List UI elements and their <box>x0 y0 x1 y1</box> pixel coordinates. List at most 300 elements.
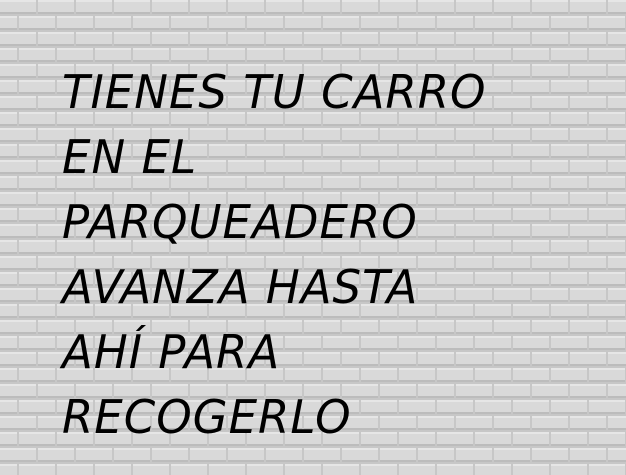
brick <box>0 400 17 414</box>
brick-shadow <box>456 12 492 14</box>
brick-highlight <box>551 16 587 18</box>
brick-shadow <box>0 140 36 142</box>
brick-highlight <box>0 80 17 82</box>
brick-shadow <box>19 188 55 190</box>
brick-shadow <box>323 28 359 30</box>
brick-shadow <box>171 28 207 30</box>
brick-highlight <box>608 128 626 130</box>
brick <box>38 32 74 46</box>
brick-highlight <box>0 192 36 194</box>
brick-shadow <box>456 460 492 462</box>
brick-shadow <box>0 316 17 318</box>
brick-shadow <box>38 460 74 462</box>
brick-shadow <box>38 12 74 14</box>
brick <box>38 0 74 14</box>
brick-highlight <box>247 16 283 18</box>
brick-shadow <box>608 236 626 238</box>
message-line-4: AVANZA HASTA <box>62 260 419 314</box>
brick <box>0 256 36 270</box>
brick-shadow <box>133 28 169 30</box>
brick-shadow <box>190 44 226 46</box>
brick-highlight <box>0 224 36 226</box>
brick-highlight <box>608 96 626 98</box>
brick <box>0 304 17 318</box>
brick-shadow <box>608 172 626 174</box>
brick-shadow <box>76 44 112 46</box>
brick-highlight <box>323 464 359 466</box>
brick-shadow <box>608 460 626 462</box>
brick-highlight <box>114 32 150 34</box>
brick-shadow <box>456 44 492 46</box>
brick-highlight <box>475 464 511 466</box>
brick-shadow <box>19 156 55 158</box>
brick-highlight <box>608 224 626 226</box>
brick-highlight <box>247 48 283 50</box>
brick <box>608 128 626 142</box>
brick-shadow <box>19 124 55 126</box>
brick-highlight <box>190 0 226 2</box>
brick-highlight <box>19 336 55 338</box>
brick <box>304 32 340 46</box>
brick <box>323 16 359 30</box>
brick-shadow <box>0 124 17 126</box>
brick <box>494 32 530 46</box>
brick-shadow <box>494 460 530 462</box>
brick <box>38 448 74 462</box>
brick-highlight <box>57 16 93 18</box>
brick <box>0 352 36 366</box>
brick-highlight <box>608 448 626 450</box>
brick-highlight <box>266 32 302 34</box>
brick <box>0 240 17 254</box>
brick-shadow <box>19 380 55 382</box>
brick <box>228 32 264 46</box>
brick <box>608 288 626 302</box>
brick-shadow <box>19 316 55 318</box>
brick <box>0 160 36 174</box>
brick-shadow <box>532 44 568 46</box>
brick-shadow <box>608 396 626 398</box>
brick <box>0 128 36 142</box>
brick <box>0 192 36 206</box>
brick-shadow <box>551 28 587 30</box>
brick <box>152 448 188 462</box>
brick <box>0 432 17 446</box>
brick-shadow <box>0 284 17 286</box>
brick-highlight <box>608 320 626 322</box>
brick <box>608 320 626 334</box>
brick-shadow <box>114 44 150 46</box>
brick <box>76 32 112 46</box>
brick <box>133 16 169 30</box>
brick <box>19 432 55 446</box>
brick-highlight <box>0 144 17 146</box>
brick <box>532 32 568 46</box>
brick-highlight <box>19 304 55 306</box>
brick <box>0 96 36 110</box>
brick-highlight <box>323 16 359 18</box>
brick-shadow <box>190 12 226 14</box>
brick-shadow <box>608 12 626 14</box>
brick-highlight <box>95 48 131 50</box>
brick-shadow <box>0 28 17 30</box>
brick-shadow <box>342 12 378 14</box>
brick-shadow <box>608 76 626 78</box>
brick <box>342 32 378 46</box>
brick-shadow <box>380 460 416 462</box>
brick-shadow <box>380 12 416 14</box>
brick-shadow <box>418 44 454 46</box>
brick-highlight <box>0 128 36 130</box>
brick <box>380 448 416 462</box>
message-text <box>62 60 602 450</box>
brick-highlight <box>475 16 511 18</box>
brick <box>456 448 492 462</box>
brick-highlight <box>19 80 55 82</box>
brick-shadow <box>0 92 17 94</box>
brick-highlight <box>513 16 549 18</box>
brick-highlight <box>0 240 17 242</box>
brick <box>0 80 17 94</box>
brick <box>380 32 416 46</box>
brick <box>0 176 17 190</box>
brick-shadow <box>247 28 283 30</box>
brick-highlight <box>0 208 17 210</box>
brick-shadow <box>399 28 435 30</box>
brick-shadow <box>285 28 321 30</box>
message-line-5: AHÍ PARA <box>62 325 281 379</box>
brick-shadow <box>0 76 36 78</box>
brick-highlight <box>171 16 207 18</box>
brick-shadow <box>0 412 17 414</box>
brick <box>0 16 17 30</box>
brick-highlight <box>532 32 568 34</box>
brick-shadow <box>304 460 340 462</box>
brick-highlight <box>456 32 492 34</box>
brick-highlight <box>114 0 150 2</box>
brick <box>513 16 549 30</box>
brick-highlight <box>57 48 93 50</box>
brick <box>608 64 626 78</box>
brick-highlight <box>608 256 626 258</box>
brick-highlight <box>551 464 587 466</box>
brick <box>0 0 36 14</box>
brick-highlight <box>304 0 340 2</box>
brick-shadow <box>418 460 454 462</box>
brick <box>285 16 321 30</box>
brick-highlight <box>228 0 264 2</box>
brick-highlight <box>418 0 454 2</box>
brick <box>0 384 36 398</box>
brick <box>494 448 530 462</box>
brick-shadow <box>608 364 626 366</box>
brick <box>114 0 150 14</box>
brick <box>0 416 36 430</box>
brick-highlight <box>437 48 473 50</box>
brick-highlight <box>0 112 17 114</box>
brick-highlight <box>0 288 36 290</box>
brick-highlight <box>380 0 416 2</box>
brick-shadow <box>152 12 188 14</box>
brick-shadow <box>19 348 55 350</box>
brick-shadow <box>608 140 626 142</box>
brick <box>494 0 530 14</box>
brick-highlight <box>228 32 264 34</box>
brick-shadow <box>0 108 36 110</box>
brick-shadow <box>0 332 36 334</box>
brick-highlight <box>361 464 397 466</box>
brick-highlight <box>399 48 435 50</box>
brick-highlight <box>361 16 397 18</box>
brick-highlight <box>608 32 626 34</box>
brick-highlight <box>285 16 321 18</box>
brick-highlight <box>608 416 626 418</box>
brick <box>266 448 302 462</box>
brick <box>456 0 492 14</box>
brick-highlight <box>171 464 207 466</box>
brick <box>0 208 17 222</box>
brick <box>228 0 264 14</box>
brick-highlight <box>19 272 55 274</box>
brick-shadow <box>570 460 606 462</box>
brick-highlight <box>608 352 626 354</box>
brick-shadow <box>0 348 17 350</box>
brick-highlight <box>190 32 226 34</box>
brick <box>266 0 302 14</box>
brick <box>0 288 36 302</box>
brick-highlight <box>19 176 55 178</box>
brick <box>532 0 568 14</box>
brick <box>475 16 511 30</box>
brick-highlight <box>209 48 245 50</box>
brick <box>608 448 626 462</box>
brick-shadow <box>228 44 264 46</box>
brick <box>418 32 454 46</box>
brick-shadow <box>0 204 36 206</box>
brick <box>608 96 626 110</box>
brick-shadow <box>0 172 36 174</box>
brick-shadow <box>228 460 264 462</box>
brick <box>608 32 626 46</box>
brick-shadow <box>0 156 17 158</box>
brick-shadow <box>608 300 626 302</box>
brick <box>608 192 626 206</box>
brick-shadow <box>342 44 378 46</box>
brick-highlight <box>608 0 626 2</box>
brick-shadow <box>608 332 626 334</box>
brick-highlight <box>0 176 17 178</box>
brick-shadow <box>608 108 626 110</box>
brick <box>589 16 625 30</box>
brick-highlight <box>19 240 55 242</box>
brick-highlight <box>19 16 55 18</box>
brick <box>57 16 93 30</box>
brick-highlight <box>209 16 245 18</box>
brick-highlight <box>570 32 606 34</box>
brick-shadow <box>475 28 511 30</box>
brick-highlight <box>0 16 17 18</box>
brick <box>342 448 378 462</box>
brick-highlight <box>0 304 17 306</box>
brick <box>0 224 36 238</box>
brick-highlight <box>513 48 549 50</box>
brick-highlight <box>38 32 74 34</box>
brick-highlight <box>475 48 511 50</box>
brick-highlight <box>456 0 492 2</box>
brick <box>19 48 55 62</box>
brick <box>152 32 188 46</box>
brick <box>76 0 112 14</box>
brick-highlight <box>589 464 625 466</box>
brick-shadow <box>152 460 188 462</box>
brick-highlight <box>323 48 359 50</box>
message-line-2: EN EL <box>62 130 198 184</box>
brick <box>608 256 626 270</box>
brick-highlight <box>19 208 55 210</box>
brick <box>608 416 626 430</box>
brick-shadow <box>19 92 55 94</box>
brick <box>19 144 55 158</box>
brick-highlight <box>0 32 36 34</box>
brick <box>19 208 55 222</box>
brick-highlight <box>0 352 36 354</box>
brick-shadow <box>418 12 454 14</box>
brick-shadow <box>190 460 226 462</box>
brick <box>152 0 188 14</box>
brick-highlight <box>0 336 17 338</box>
brick-shadow <box>532 12 568 14</box>
brick <box>0 336 17 350</box>
brick-highlight <box>361 48 397 50</box>
brick <box>114 448 150 462</box>
brick-highlight <box>342 32 378 34</box>
brick <box>551 16 587 30</box>
brick-shadow <box>266 12 302 14</box>
brick <box>570 0 606 14</box>
brick <box>19 240 55 254</box>
brick-highlight <box>133 16 169 18</box>
brick-highlight <box>608 288 626 290</box>
brick-shadow <box>19 444 55 446</box>
brick-highlight <box>0 384 36 386</box>
brick <box>0 48 17 62</box>
brick-shadow <box>76 460 112 462</box>
brick-shadow <box>608 44 626 46</box>
brick-highlight <box>0 464 17 466</box>
brick-highlight <box>589 16 625 18</box>
brick-shadow <box>19 28 55 30</box>
message-line-6: RECOGERLO <box>62 390 352 444</box>
brick-shadow <box>589 28 625 30</box>
brick-shadow <box>0 444 17 446</box>
brick <box>190 448 226 462</box>
brick-highlight <box>0 320 36 322</box>
brick-highlight <box>570 0 606 2</box>
brick-highlight <box>608 384 626 386</box>
brick <box>19 16 55 30</box>
brick <box>266 32 302 46</box>
brick-highlight <box>399 16 435 18</box>
brick-highlight <box>437 464 473 466</box>
brick-shadow <box>114 460 150 462</box>
brick-shadow <box>342 460 378 462</box>
brick-shadow <box>0 460 36 462</box>
brick <box>608 160 626 174</box>
brick <box>0 320 36 334</box>
brick-shadow <box>0 300 36 302</box>
brick-shadow <box>361 28 397 30</box>
brick <box>0 448 36 462</box>
brick-shadow <box>437 28 473 30</box>
brick-highlight <box>38 0 74 2</box>
brick <box>570 32 606 46</box>
brick-highlight <box>285 464 321 466</box>
brick <box>19 368 55 382</box>
brick-shadow <box>38 44 74 46</box>
brick <box>304 0 340 14</box>
brick-highlight <box>171 48 207 50</box>
brick <box>399 16 435 30</box>
brick-shadow <box>95 28 131 30</box>
brick-highlight <box>0 272 17 274</box>
brick-highlight <box>0 160 36 162</box>
brick <box>19 400 55 414</box>
brick-shadow <box>266 44 302 46</box>
brick-shadow <box>570 12 606 14</box>
brick-highlight <box>532 0 568 2</box>
brick-highlight <box>133 48 169 50</box>
brick-highlight <box>152 32 188 34</box>
brick-highlight <box>76 0 112 2</box>
brick-highlight <box>494 32 530 34</box>
brick-highlight <box>0 96 36 98</box>
brick-shadow <box>304 44 340 46</box>
brick-shadow <box>0 252 17 254</box>
brick-shadow <box>0 220 17 222</box>
brick <box>0 368 17 382</box>
brick-shadow <box>19 252 55 254</box>
message-line-3: PARQUEADERO <box>62 195 418 249</box>
brick <box>608 384 626 398</box>
brick-highlight <box>0 448 36 450</box>
brick-highlight <box>380 32 416 34</box>
brick-highlight <box>19 464 55 466</box>
brick <box>19 80 55 94</box>
brick-highlight <box>0 432 17 434</box>
brick-highlight <box>608 64 626 66</box>
brick <box>19 336 55 350</box>
brick-shadow <box>19 284 55 286</box>
brick-shadow <box>0 364 36 366</box>
brick-shadow <box>0 188 17 190</box>
brick <box>0 64 36 78</box>
brick-highlight <box>57 464 93 466</box>
brick-highlight <box>19 400 55 402</box>
brick <box>95 16 131 30</box>
brick <box>209 16 245 30</box>
brick <box>418 0 454 14</box>
brick <box>19 112 55 126</box>
brick-shadow <box>19 412 55 414</box>
brick <box>76 448 112 462</box>
brick-highlight <box>0 256 36 258</box>
brick-highlight <box>19 48 55 50</box>
brick <box>570 448 606 462</box>
brick-shadow <box>228 12 264 14</box>
brick-highlight <box>209 464 245 466</box>
brick-shadow <box>0 236 36 238</box>
brick <box>19 304 55 318</box>
